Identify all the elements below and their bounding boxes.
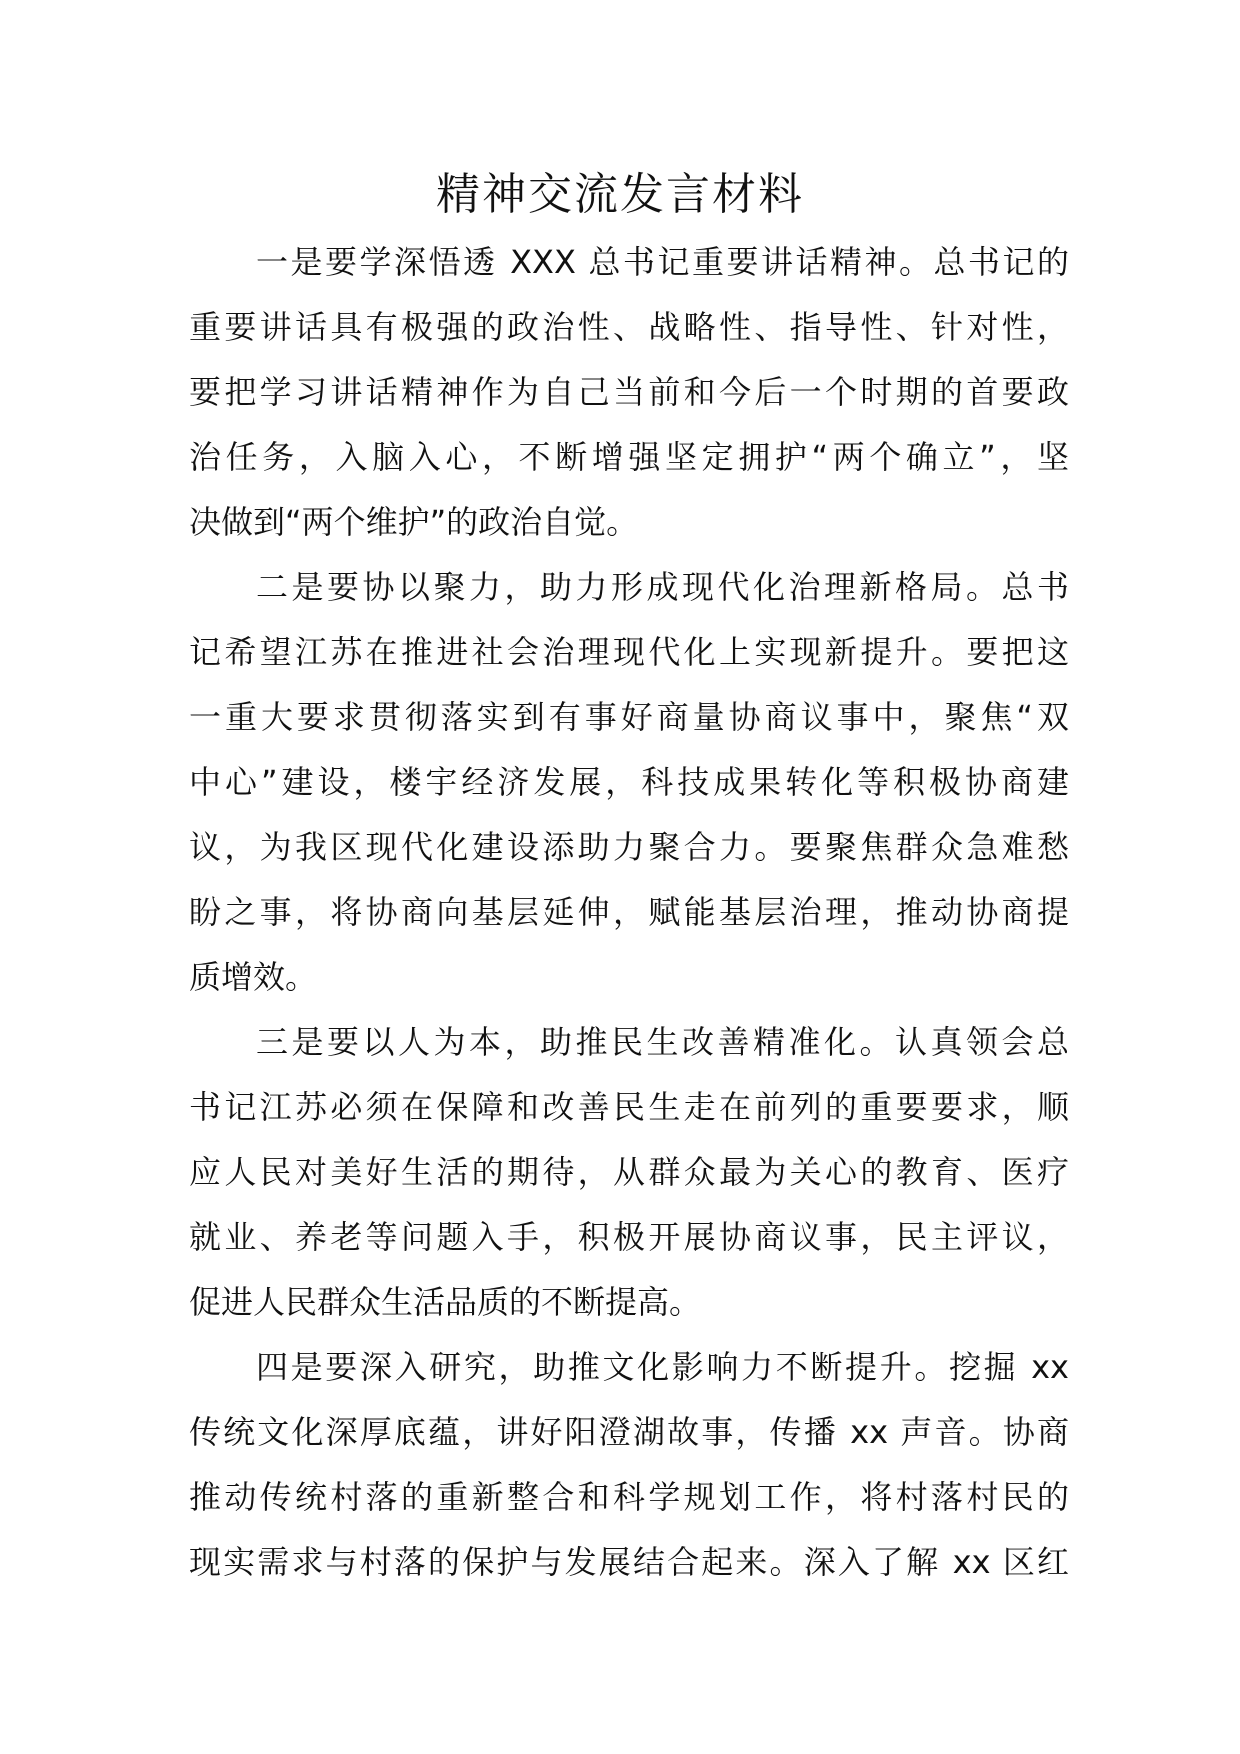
paragraph-2-line: 盼之事，将协商向基层延伸，赋能基层治理，推动协商提 [189, 893, 1069, 931]
paragraph-2-line: 质增效。 [189, 958, 318, 996]
paragraph-3-line: 就业、养老等问题入手，积极开展协商议事，民主评议， [189, 1218, 1069, 1256]
paragraph-4-line: 传统文化深厚底蕴，讲好阳澄湖故事，传播 xx 声音。协商 [189, 1413, 1069, 1451]
paragraph-4-line: 四是要深入研究，助推文化影响力不断提升。挖掘 xx [256, 1348, 1069, 1386]
paragraph-1-line: 治任务，入脑入心，不断增强坚定拥护“两个确立”，坚 [189, 438, 1069, 476]
paragraph-1-line: 一是要学深悟透 XXX 总书记重要讲话精神。总书记的 [256, 243, 1069, 281]
paragraph-2-line: 中心”建设，楼宇经济发展，科技成果转化等积极协商建 [189, 763, 1069, 801]
paragraph-2-line: 二是要协以聚力，助力形成现代化治理新格局。总书 [256, 568, 1069, 606]
paragraph-1-line: 决做到“两个维护”的政治自觉。 [189, 503, 639, 541]
document-body [189, 230, 1069, 1595]
paragraph-3-line: 促进人民群众生活品质的不断提高。 [189, 1283, 702, 1321]
paragraph-4-line: 推动传统村落的重新整合和科学规划工作，将村落村民的 [189, 1478, 1069, 1516]
paragraph-3-line: 三是要以人为本，助推民生改善精准化。认真领会总 [256, 1023, 1069, 1061]
document-title: 精神交流发言材料 [436, 169, 804, 220]
paragraph-1-line: 要把学习讲话精神作为自己当前和今后一个时期的首要政 [189, 373, 1069, 411]
paragraph-2-line: 记希望江苏在推进社会治理现代化上实现新提升。要把这 [189, 633, 1069, 671]
paragraph-4-line: 现实需求与村落的保护与发展结合起来。深入了解 xx 区红 [189, 1543, 1069, 1581]
paragraph-3-line: 书记江苏必须在保障和改善民生走在前列的重要要求，顺 [189, 1088, 1069, 1126]
paragraph-1-line: 重要讲话具有极强的政治性、战略性、指导性、针对性， [189, 308, 1069, 346]
paragraph-2-line: 一重大要求贯彻落实到有事好商量协商议事中，聚焦“双 [189, 698, 1069, 736]
paragraph-2-line: 议，为我区现代化建设添助力聚合力。要聚焦群众急难愁 [189, 828, 1069, 866]
paragraph-3-line: 应人民对美好生活的期待，从群众最为关心的教育、医疗 [189, 1153, 1069, 1191]
